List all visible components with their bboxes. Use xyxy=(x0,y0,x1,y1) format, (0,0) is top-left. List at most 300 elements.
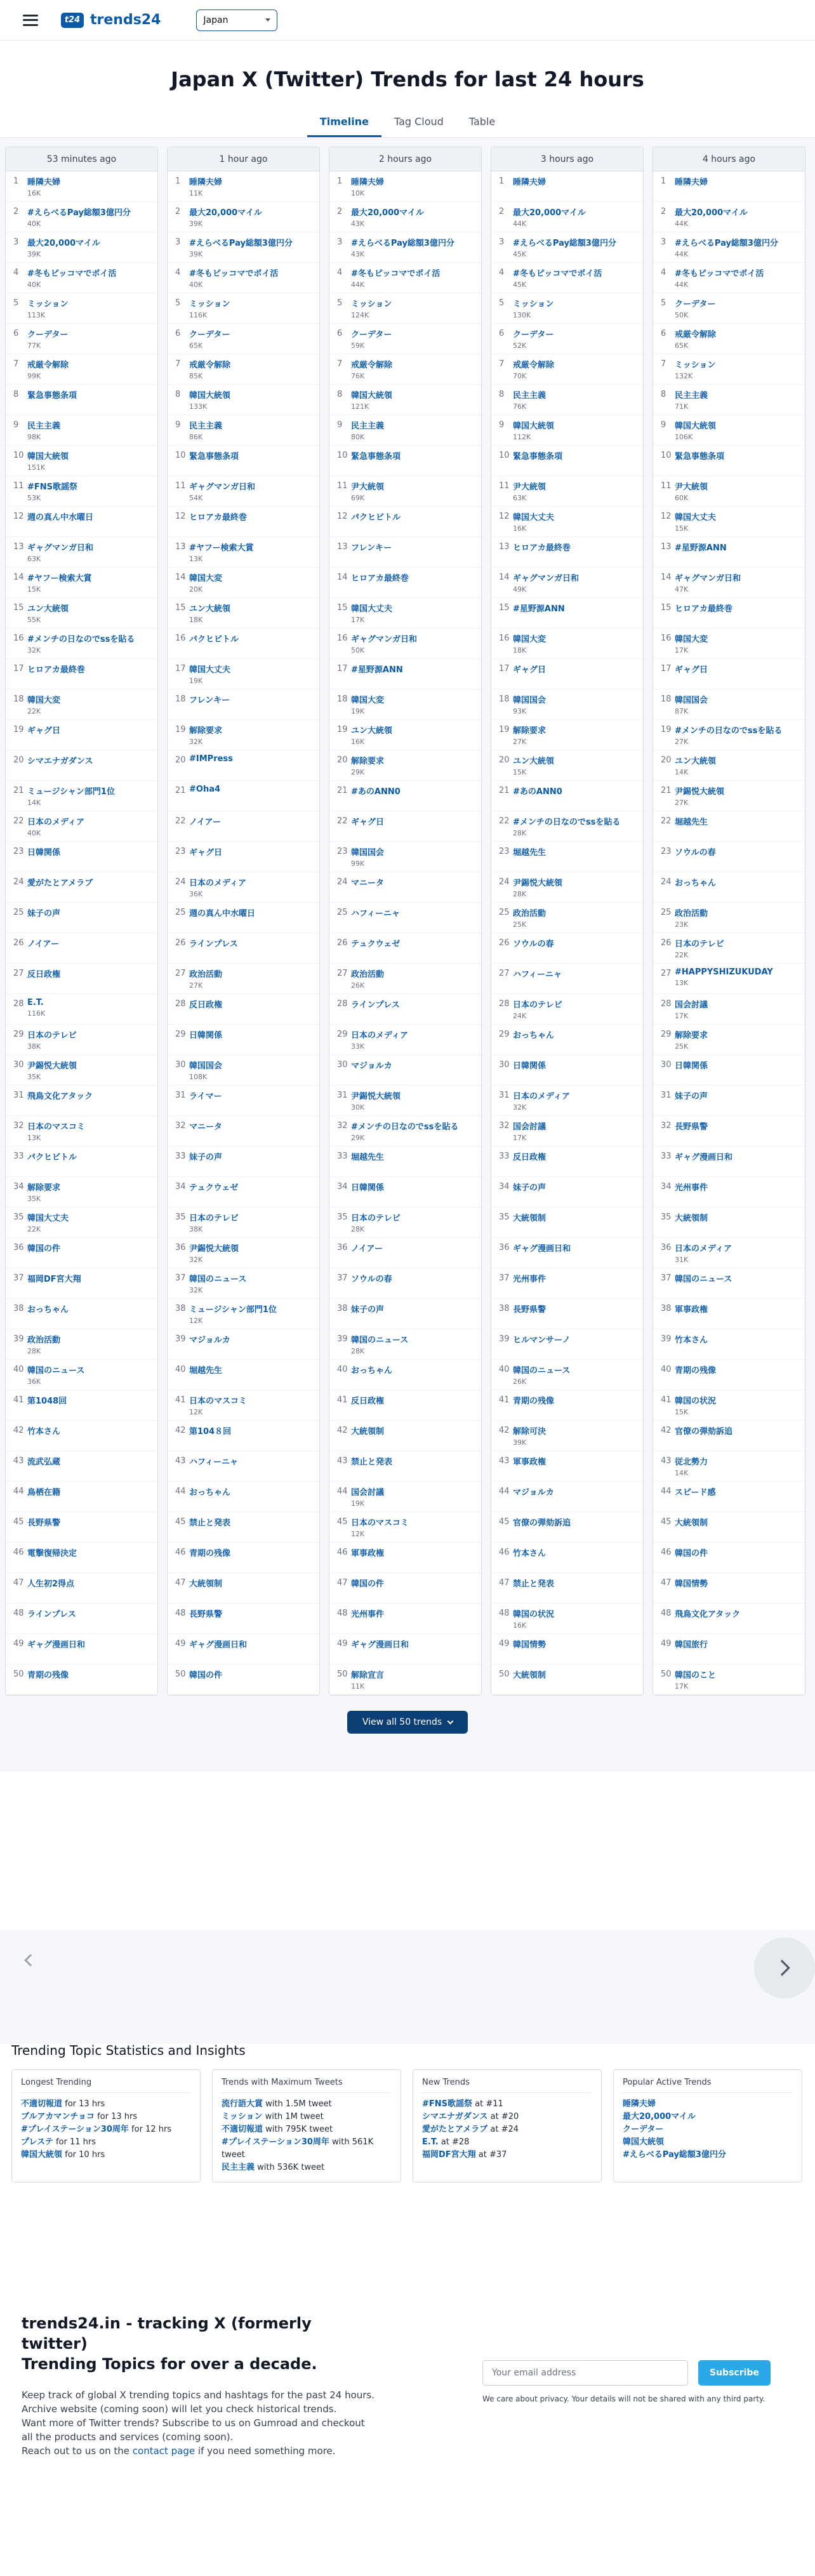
trend-link[interactable]: 日本のマスコミ xyxy=(27,1122,86,1132)
trend-link[interactable]: 韓国国会 xyxy=(675,696,708,705)
trend-link[interactable]: 大統領制 xyxy=(513,1214,547,1223)
trend-link[interactable]: クーデター xyxy=(675,300,716,309)
trend-link[interactable]: ユン大統領 xyxy=(27,604,69,614)
trend-link[interactable]: 民主主義 xyxy=(513,391,547,401)
trend-link[interactable]: ミッション xyxy=(189,300,230,309)
trend-link[interactable]: 大統領制 xyxy=(675,1214,708,1223)
statistics-trend-link[interactable]: 不適切報道 xyxy=(222,2125,263,2134)
tab-tag-cloud[interactable]: Tag Cloud xyxy=(394,116,444,128)
trend-link[interactable]: 竹本さん xyxy=(675,1336,708,1345)
trend-link[interactable]: 日韓関係 xyxy=(513,1061,547,1071)
trend-link[interactable]: 民主主義 xyxy=(27,422,61,431)
statistics-trend-link[interactable]: プレステ xyxy=(21,2137,53,2147)
trend-link[interactable]: 韓国情勢 xyxy=(513,1640,547,1650)
trend-link[interactable]: 解除要求 xyxy=(675,1031,708,1040)
trend-link[interactable]: シマエナガダンス xyxy=(27,757,93,766)
trend-link[interactable]: 韓国大丈夫 xyxy=(351,604,393,614)
trend-link[interactable]: 尹大統領 xyxy=(675,482,708,492)
trend-row xyxy=(329,446,481,476)
statistics-trend-link[interactable]: 韓国大統領 xyxy=(623,2137,665,2147)
trend-rank: 30 xyxy=(499,1060,510,1070)
trend-link[interactable]: #IMPress xyxy=(189,754,233,764)
trend-link[interactable]: 長野県警 xyxy=(189,1610,223,1619)
trend-link[interactable]: 緊急事態条項 xyxy=(351,452,401,461)
trend-link[interactable]: ハフィーニャ xyxy=(513,970,562,979)
trend-link[interactable]: 睡隣夫婦 xyxy=(27,178,61,187)
trend-link[interactable]: フレンキー xyxy=(189,696,230,705)
trend-link[interactable]: 電撃復帰決定 xyxy=(27,1549,77,1558)
trend-link[interactable]: 妹子の声 xyxy=(351,1305,385,1315)
trend-link[interactable]: 韓国大統領 xyxy=(189,391,231,401)
trend-link[interactable]: 政治活動 xyxy=(675,909,708,919)
trend-link[interactable]: ギャグ漫画日和 xyxy=(513,1244,571,1254)
trend-link[interactable]: 睡隣夫婦 xyxy=(675,178,708,187)
trend-link[interactable]: #FNS歌謡祭 xyxy=(27,482,78,492)
trend-link[interactable]: 睡隣夫婦 xyxy=(189,178,223,187)
trend-link[interactable]: 尹大統領 xyxy=(351,482,385,492)
logo[interactable] xyxy=(61,12,161,28)
trend-link[interactable]: スピード感 xyxy=(675,1488,716,1497)
trend-link[interactable]: ノイアー xyxy=(189,818,222,827)
trend-link[interactable]: ユン大統領 xyxy=(675,757,717,766)
trend-link[interactable]: 緊急事態条項 xyxy=(513,452,563,461)
trend-link[interactable]: おっちゃん xyxy=(27,1305,69,1315)
trend-link[interactable]: 韓国のニュース xyxy=(351,1336,409,1345)
trend-link[interactable]: 韓国大丈夫 xyxy=(189,665,231,675)
trend-link[interactable]: #Oha4 xyxy=(189,785,221,794)
trend-link[interactable]: 日本のメディア xyxy=(513,1092,570,1101)
trend-link[interactable]: 日本のテレビ xyxy=(27,1031,77,1040)
trend-link[interactable]: 青期の残像 xyxy=(189,1549,231,1558)
trend-link[interactable]: 最大20,000マイル xyxy=(351,208,424,218)
trend-link[interactable]: 週の真ん中水曜日 xyxy=(27,513,94,522)
trend-link[interactable]: 韓国のニュース xyxy=(513,1366,571,1376)
trend-rank: 13 xyxy=(337,542,348,552)
trend-link[interactable]: 戒厳令解除 xyxy=(27,361,69,370)
trend-link[interactable]: 青期の残像 xyxy=(513,1397,555,1406)
email-input[interactable]: Your email address xyxy=(482,2360,688,2386)
trend-link[interactable]: 韓国大変 xyxy=(351,696,385,705)
trend-link[interactable]: おっちゃん xyxy=(675,879,717,888)
trend-link[interactable]: #星野源ANN xyxy=(351,665,403,675)
trend-link[interactable]: 韓国大丈夫 xyxy=(675,513,717,522)
trend-link[interactable]: 韓国のニュース xyxy=(27,1366,85,1376)
trend-link[interactable]: 韓国国会 xyxy=(351,848,385,858)
trend-link[interactable]: 民主主義 xyxy=(189,422,223,431)
trend-link[interactable]: #冬もピッコマでポイ活 xyxy=(351,269,441,279)
trend-link[interactable]: 妹子の声 xyxy=(189,1153,223,1162)
trend-link[interactable]: 大統領制 xyxy=(675,1518,708,1528)
view-all-button[interactable] xyxy=(347,1711,468,1734)
trend-link[interactable]: マニータ xyxy=(351,879,385,888)
trend-link[interactable]: 韓国大変 xyxy=(675,635,708,644)
trend-link[interactable]: 青期の残像 xyxy=(675,1366,717,1376)
trend-link[interactable]: 緊急事態条項 xyxy=(27,391,77,401)
trend-link[interactable]: ソウルの春 xyxy=(675,848,716,858)
country-select[interactable] xyxy=(196,10,277,31)
trend-link[interactable]: 政治活動 xyxy=(189,970,223,979)
statistics-trend-link[interactable]: ミッション xyxy=(222,2112,263,2121)
trend-link[interactable]: #星野源ANN xyxy=(675,543,727,553)
trend-link[interactable]: 韓国の件 xyxy=(27,1244,61,1254)
trend-link[interactable]: #メンチの日なのでssを貼る xyxy=(351,1122,459,1132)
trend-link[interactable]: 最大20,000マイル xyxy=(513,208,586,218)
statistics-trend-link[interactable]: E.T. xyxy=(422,2137,439,2147)
trend-link[interactable]: ギャグ漫画日和 xyxy=(27,1640,86,1650)
tab-table[interactable]: Table xyxy=(468,116,496,128)
trend-link[interactable]: ヒロアカ最終巻 xyxy=(27,665,85,675)
trend-link[interactable]: 韓国大統領 xyxy=(513,422,555,431)
trend-link[interactable]: 最大20,000マイル xyxy=(27,239,100,248)
trend-link[interactable]: 韓国の状況 xyxy=(675,1397,717,1406)
trend-link[interactable]: 国会討議 xyxy=(351,1488,385,1497)
trend-link[interactable]: #冬もピッコマでポイ活 xyxy=(513,269,602,279)
trend-link[interactable]: 民主主義 xyxy=(351,422,385,431)
trend-link[interactable]: #えらべるPay総額3億円分 xyxy=(27,208,131,218)
trend-link[interactable]: ユン大統領 xyxy=(513,757,555,766)
trend-link[interactable]: #えらべるPay総額3億円分 xyxy=(189,239,293,248)
trend-link[interactable]: 大統領制 xyxy=(513,1671,547,1680)
prev-arrow-icon[interactable] xyxy=(15,1945,46,1975)
statistics-trend-link[interactable]: 睡隣夫婦 xyxy=(623,2099,656,2109)
trend-link[interactable]: 大統領制 xyxy=(189,1579,223,1589)
trend-link[interactable]: 日本のメディア xyxy=(189,879,246,888)
trend-link[interactable]: おっちゃん xyxy=(189,1488,231,1497)
trend-link[interactable]: 韓国情勢 xyxy=(675,1579,708,1589)
trend-link[interactable]: ギャグ漫画日和 xyxy=(189,1640,248,1650)
trend-link[interactable]: 愛がたとアメラブ xyxy=(27,879,93,888)
statistics-trend-link[interactable]: 福岡DF宮大翔 xyxy=(422,2150,476,2160)
trend-link[interactable]: 従北勢力 xyxy=(675,1457,708,1467)
trend-link[interactable]: 韓国大丈夫 xyxy=(513,513,555,522)
trend-link[interactable]: 政治活動 xyxy=(351,970,385,979)
trend-link[interactable]: 韓国の件 xyxy=(189,1671,223,1680)
trend-link[interactable]: ヒロアカ最終巻 xyxy=(513,543,571,553)
trend-link[interactable]: テュクウェゼ xyxy=(351,939,401,949)
trend-link[interactable]: ミュージシャン部門1位 xyxy=(189,1305,277,1315)
trend-link[interactable]: 韓国の件 xyxy=(351,1579,385,1589)
trend-link[interactable]: #あのANN0 xyxy=(351,787,401,797)
trend-link[interactable]: 鳥栖在籍 xyxy=(27,1488,61,1497)
trend-link[interactable]: ライマー xyxy=(189,1092,222,1101)
trend-link[interactable]: 韓国大丈夫 xyxy=(27,1214,69,1223)
trend-link[interactable]: 妹子の声 xyxy=(513,1183,547,1193)
trend-link[interactable]: ユン大統領 xyxy=(189,604,231,614)
trend-link[interactable]: 最大20,000マイル xyxy=(189,208,262,218)
trend-link[interactable]: 韓国のこと xyxy=(675,1671,717,1680)
trend-link[interactable]: 日本のテレビ xyxy=(351,1214,401,1223)
trend-link[interactable]: 反日政権 xyxy=(513,1153,547,1162)
trend-link[interactable]: #メンチの日なのでssを貼る xyxy=(27,635,135,644)
trend-link[interactable]: ギャグマンガ日和 xyxy=(27,543,94,553)
trend-link[interactable]: クーデター xyxy=(189,330,230,340)
trend-link[interactable]: #えらべるPay総額3億円分 xyxy=(351,239,454,248)
trend-link[interactable]: #メンチの日なのでssを貼る xyxy=(675,726,783,736)
trend-link[interactable]: 日本のメディア xyxy=(351,1031,408,1040)
trend-link[interactable]: ヒロアカ最終巻 xyxy=(189,513,247,522)
trend-link[interactable]: #えらべるPay総額3億円分 xyxy=(675,239,778,248)
trend-link[interactable]: 睡隣夫婦 xyxy=(513,178,547,187)
trend-link[interactable]: 光州事件 xyxy=(675,1183,708,1193)
trend-link[interactable]: 韓国の件 xyxy=(675,1549,708,1558)
trend-link[interactable]: 解除要求 xyxy=(351,757,385,766)
trend-link[interactable]: 軍事政権 xyxy=(513,1457,547,1467)
trend-link[interactable]: 日韓関係 xyxy=(351,1183,385,1193)
trend-link[interactable]: ミッション xyxy=(675,361,716,370)
trend-tweet-count: 80K xyxy=(351,433,365,441)
trend-link[interactable]: 睡隣夫婦 xyxy=(351,178,385,187)
next-arrow-icon[interactable] xyxy=(754,1937,815,1998)
trend-link[interactable]: ソウルの春 xyxy=(351,1275,392,1284)
trend-link[interactable]: ハフィーニャ xyxy=(351,909,400,919)
trend-link[interactable]: 韓国国会 xyxy=(513,696,547,705)
trend-link[interactable]: 戒厳令解除 xyxy=(351,361,393,370)
trend-link[interactable]: 戒厳令解除 xyxy=(189,361,231,370)
trend-link[interactable]: ギャグマンガ日和 xyxy=(675,574,741,583)
trend-link[interactable]: 解除要求 xyxy=(189,726,223,736)
trend-link[interactable]: ギャグマンガ日和 xyxy=(351,635,418,644)
statistics-trend-link[interactable]: 不適切報道 xyxy=(21,2099,63,2109)
trend-tweet-count: 36K xyxy=(27,1378,41,1386)
trend-link[interactable]: 堀越先生 xyxy=(351,1153,385,1162)
trend-link[interactable]: 解除要求 xyxy=(27,1183,61,1193)
trend-link[interactable]: パクヒビトル xyxy=(351,513,401,522)
trend-link[interactable]: 軍事政権 xyxy=(351,1549,385,1558)
subscribe-button[interactable]: Subscribe xyxy=(698,2360,771,2386)
trend-link[interactable]: ノイアー xyxy=(27,939,60,949)
trend-link[interactable]: 竹本さん xyxy=(513,1549,547,1558)
trend-link[interactable]: 解除要求 xyxy=(513,726,547,736)
trend-link[interactable]: 日韓関係 xyxy=(675,1061,708,1071)
statistics-trend-link[interactable]: #えらべるPay総額3億円分 xyxy=(623,2150,726,2160)
trend-link[interactable]: 尹大統領 xyxy=(513,482,547,492)
trend-link[interactable]: ヒロアカ最終巻 xyxy=(675,604,732,614)
trend-link[interactable]: 堀越先生 xyxy=(675,818,708,827)
trend-link[interactable]: ギャグ日 xyxy=(513,665,547,675)
trend-link[interactable]: 人生初2得点 xyxy=(27,1579,75,1589)
trend-link[interactable]: 尹錫悦大統領 xyxy=(675,787,725,797)
trend-link[interactable]: 韓国のニュース xyxy=(675,1275,732,1284)
trend-link[interactable]: #冬もピッコマでポイ活 xyxy=(189,269,279,279)
trend-link[interactable]: 日本のメディア xyxy=(675,1244,732,1254)
trend-link[interactable]: 堀越先生 xyxy=(513,848,547,858)
trend-row xyxy=(6,171,157,202)
trend-link[interactable]: 反日政権 xyxy=(351,1397,385,1406)
trend-row xyxy=(168,659,319,689)
trend-link[interactable]: 福岡DF宮大翔 xyxy=(27,1275,81,1284)
statistics-trend-link[interactable]: #プレイステーション30周年 xyxy=(222,2137,329,2147)
trend-link[interactable]: 妹子の声 xyxy=(27,909,61,919)
trend-link[interactable]: マジョルカ xyxy=(513,1488,554,1497)
trend-link[interactable]: ソウルの春 xyxy=(513,939,554,949)
trend-link[interactable]: 民主主義 xyxy=(675,391,708,401)
trend-link[interactable]: 尹錫悦大統領 xyxy=(513,879,563,888)
trend-link[interactable]: 国会討議 xyxy=(675,1000,708,1010)
statistics-trend-link[interactable]: #FNS歌謡祭 xyxy=(422,2099,473,2109)
trend-link[interactable]: ヒロアカ最終巻 xyxy=(351,574,409,583)
trend-link[interactable]: 官僚の弾劾訴追 xyxy=(513,1518,571,1528)
trend-link[interactable]: ミッション xyxy=(27,300,69,309)
trend-link[interactable]: 妹子の声 xyxy=(675,1092,708,1101)
trend-link[interactable]: #ヤフー検索大賞 xyxy=(27,574,92,583)
trend-link[interactable]: クーデター xyxy=(351,330,392,340)
trend-link[interactable]: パクヒビトル xyxy=(27,1153,77,1162)
trend-tweet-count: 71K xyxy=(675,402,689,411)
trend-link[interactable]: ミッション xyxy=(513,300,554,309)
trend-tweet-count: 59K xyxy=(351,342,365,350)
trend-link[interactable]: 韓国大統領 xyxy=(27,452,69,461)
tab-timeline[interactable]: Timeline xyxy=(307,109,381,137)
trend-link[interactable]: 日本のマスコミ xyxy=(351,1518,409,1528)
trend-link[interactable]: 飛鳥文化アタック xyxy=(27,1092,93,1101)
trend-link[interactable]: 青期の残像 xyxy=(27,1671,69,1680)
trend-link[interactable]: 韓国大変 xyxy=(27,696,61,705)
trend-link[interactable]: 大統領制 xyxy=(351,1427,385,1437)
trend-link[interactable]: #あのANN0 xyxy=(513,787,562,797)
trend-link[interactable]: ギャグ日 xyxy=(675,665,708,675)
trend-rank: 40 xyxy=(13,1365,24,1374)
trend-link[interactable]: クーデター xyxy=(513,330,554,340)
trend-link[interactable]: 尹錫悦大統領 xyxy=(189,1244,239,1254)
trend-rank: 11 xyxy=(337,481,348,491)
trend-link[interactable]: 政治活動 xyxy=(513,909,547,919)
trend-link[interactable]: 解除宣言 xyxy=(351,1671,385,1680)
trend-link[interactable]: 官僚の弾劾訴追 xyxy=(675,1427,733,1437)
trend-link[interactable]: #冬もピッコマでポイ活 xyxy=(675,269,764,279)
trend-link[interactable]: 政治活動 xyxy=(27,1336,61,1345)
trend-link[interactable]: おっちゃん xyxy=(351,1366,393,1376)
trend-link[interactable]: 尹錫悦大統領 xyxy=(27,1061,77,1071)
trend-row xyxy=(653,659,805,689)
menu-icon[interactable] xyxy=(23,15,38,26)
trend-link[interactable]: 禁止と発表 xyxy=(513,1579,555,1589)
statistics-trend-link[interactable]: #プレイステーション30周年 xyxy=(21,2125,129,2134)
trend-link[interactable]: #えらべるPay総額3億円分 xyxy=(513,239,616,248)
trend-link[interactable]: 反日政権 xyxy=(189,1000,223,1010)
trend-link[interactable]: 軍事政権 xyxy=(675,1305,708,1315)
trend-link[interactable]: 流武弘蔵 xyxy=(27,1457,61,1467)
trend-link[interactable]: 光州事件 xyxy=(351,1610,385,1619)
trend-link[interactable]: 日韓関係 xyxy=(27,848,61,858)
trend-link[interactable]: 韓国のニュース xyxy=(189,1275,247,1284)
trend-tweet-count: 70K xyxy=(513,372,527,380)
trend-link[interactable]: ギャグ日 xyxy=(351,818,385,827)
statistics-trend-link[interactable]: 最大20,000マイル xyxy=(623,2112,696,2121)
trend-link[interactable]: ラインプレス xyxy=(189,939,238,949)
trend-link[interactable]: ギャグマンガ日和 xyxy=(513,574,580,583)
trend-link[interactable]: ギャグ漫画日和 xyxy=(675,1153,733,1162)
trend-link[interactable]: 堀越先生 xyxy=(189,1366,223,1376)
trend-link[interactable]: 韓国大統領 xyxy=(351,391,393,401)
trend-link[interactable]: #ヤフー検索大賞 xyxy=(189,543,254,553)
trend-link[interactable]: マジョルカ xyxy=(351,1061,392,1071)
trend-tweet-count: 113K xyxy=(27,311,46,319)
trend-link[interactable]: 韓国大統領 xyxy=(675,422,717,431)
statistics-trend-link[interactable]: ブルアカマンチョコ xyxy=(21,2112,95,2121)
trend-link[interactable]: ノイアー xyxy=(351,1244,383,1254)
trend-link[interactable]: ユン大統領 xyxy=(351,726,393,736)
trend-link[interactable]: 長野県警 xyxy=(513,1305,547,1315)
trend-link[interactable]: 日本のテレビ xyxy=(513,1000,562,1010)
trend-link[interactable]: クーデター xyxy=(27,330,69,340)
trend-link[interactable]: ギャグ日 xyxy=(189,848,223,858)
statistics-trend-link[interactable]: 愛がたとアメラブ xyxy=(422,2125,488,2134)
trend-link[interactable]: 長野県警 xyxy=(675,1122,708,1132)
trend-link[interactable]: 韓国の状況 xyxy=(513,1610,555,1619)
statistics-trend-link[interactable]: シマエナガダンス xyxy=(422,2112,488,2121)
trend-link[interactable]: ハフィーニャ xyxy=(189,1457,238,1467)
trend-link[interactable]: 長野県警 xyxy=(27,1518,61,1528)
trend-link[interactable]: 韓国旅行 xyxy=(675,1640,708,1650)
trend-link[interactable]: 韓国国会 xyxy=(189,1061,223,1071)
trend-link[interactable]: ヒルマンサーノ xyxy=(513,1336,571,1345)
trend-link[interactable]: 日韓関係 xyxy=(189,1031,223,1040)
trend-link[interactable]: 飛鳥文化アタック xyxy=(675,1610,741,1619)
trend-link[interactable]: ギャグマンガ日和 xyxy=(189,482,256,492)
statistics-trend-link[interactable]: 民主主義 xyxy=(222,2163,255,2172)
trend-link[interactable]: 反日政権 xyxy=(27,970,61,979)
trend-link[interactable]: 戒厳令解除 xyxy=(513,361,555,370)
trend-link[interactable]: 最大20,000マイル xyxy=(675,208,748,218)
trend-link[interactable]: #冬もピッコマでポイ活 xyxy=(27,269,117,279)
trend-link[interactable]: 韓国大変 xyxy=(189,574,223,583)
trend-link[interactable]: 日本のテレビ xyxy=(189,1214,239,1223)
trend-link[interactable]: 韓国大変 xyxy=(513,635,547,644)
trend-link[interactable]: 週の真ん中水曜日 xyxy=(189,909,256,919)
trend-link[interactable]: ギャグ日 xyxy=(27,726,61,736)
trend-link[interactable]: 国会討議 xyxy=(513,1122,547,1132)
trend-link[interactable]: 日本のテレビ xyxy=(675,939,724,949)
trend-link[interactable]: ミュージシャン部門1位 xyxy=(27,787,115,797)
trend-link[interactable]: マニータ xyxy=(189,1122,223,1132)
trend-link[interactable]: ギャグ漫画日和 xyxy=(351,1640,409,1650)
trend-link[interactable]: #メンチの日なのでssを貼る xyxy=(513,818,621,827)
trend-link[interactable]: ラインプレス xyxy=(27,1610,76,1619)
trend-link[interactable]: 竹本さん xyxy=(27,1427,61,1437)
trend-link[interactable]: 緊急事態条項 xyxy=(189,452,239,461)
trend-link[interactable]: おっちゃん xyxy=(513,1031,555,1040)
trend-link[interactable]: 戒厳令解除 xyxy=(675,330,717,340)
statistics-trend-link[interactable]: クーデター xyxy=(623,2125,664,2134)
trend-link[interactable]: 光州事件 xyxy=(513,1275,547,1284)
trend-rank: 50 xyxy=(337,1670,348,1679)
trend-link[interactable]: 解除可決 xyxy=(513,1427,547,1437)
trend-link[interactable]: テュクウェゼ xyxy=(189,1183,239,1193)
trend-link[interactable]: フレンキー xyxy=(351,543,392,553)
trend-link[interactable]: 禁止と発表 xyxy=(351,1457,393,1467)
trend-link[interactable]: 尹錫悦大統領 xyxy=(351,1092,401,1101)
contact-page-link[interactable]: contact page xyxy=(132,2445,195,2457)
trend-link[interactable]: 第1048回 xyxy=(27,1397,67,1406)
promo-text-2: Archive website (coming soon) will let you check historical trends. xyxy=(22,2403,337,2415)
trend-link[interactable]: 緊急事態条項 xyxy=(675,452,725,461)
trend-link[interactable]: ラインプレス xyxy=(351,1000,400,1010)
statistics-trend-link[interactable]: 流行語大賞 xyxy=(222,2099,263,2109)
trend-link[interactable]: #HAPPYSHIZUKUDAY xyxy=(675,967,773,977)
statistics-trend-link[interactable]: 韓国大統領 xyxy=(21,2150,63,2160)
trend-link[interactable]: E.T. xyxy=(27,998,44,1007)
trend-link[interactable]: 日本のメディア xyxy=(27,818,84,827)
trend-rank: 35 xyxy=(499,1212,510,1222)
trend-link[interactable]: マジョルカ xyxy=(189,1336,230,1345)
trend-link[interactable]: 日本のマスコミ xyxy=(189,1397,248,1406)
trend-tweet-count: 44K xyxy=(351,281,365,289)
trend-link[interactable]: パクヒビトル xyxy=(189,635,239,644)
trend-link[interactable]: #星野源ANN xyxy=(513,604,565,614)
trend-link[interactable]: 第104８回 xyxy=(189,1427,232,1437)
trend-link[interactable]: 禁止と発表 xyxy=(189,1518,231,1528)
trend-link[interactable]: ミッション xyxy=(351,300,392,309)
